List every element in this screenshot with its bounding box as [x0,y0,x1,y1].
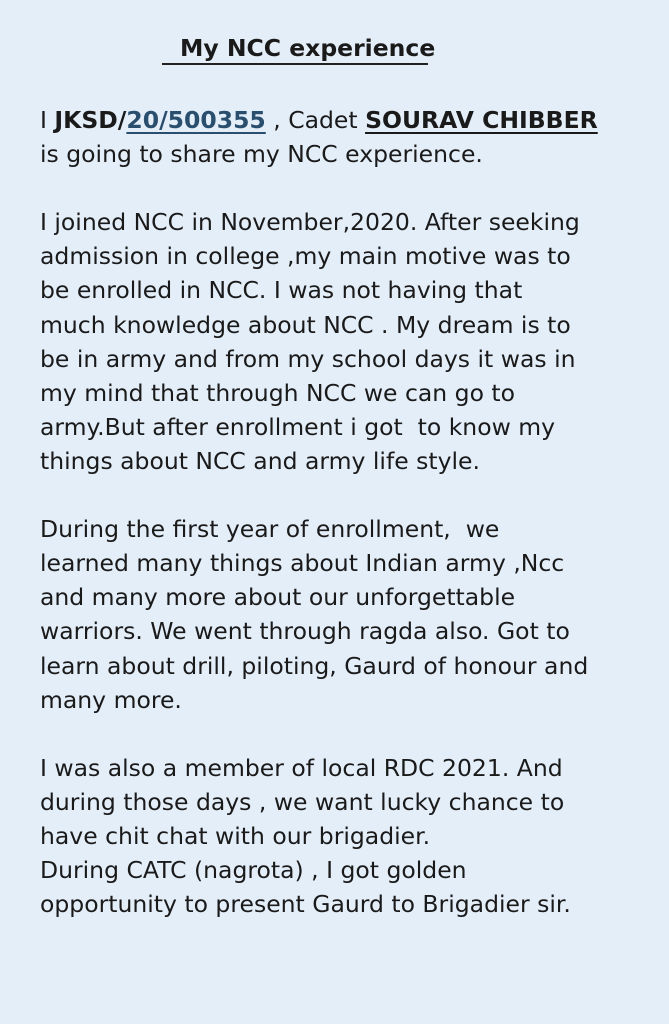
paragraph-line: opportunity to present Gaurd to Brigadier sir. [40,890,571,919]
paragraph-line: admission in college ,my main motive was to [40,242,571,271]
paragraph-line: army.But after enrollment i got to know my [40,412,556,441]
document-body [40,103,665,955]
paragraph-line: During the first year of enrollment, we [40,515,500,544]
paragraph-line: learn about drill, piloting, Gaurd of honour and [40,651,589,680]
paragraph-line: I joined NCC in November,2020. After seeking [40,208,580,237]
intro-line-2: is going to share my NCC experience. [40,140,483,169]
intro-paragraph [40,103,665,171]
unit-code: JKSD/ [54,106,127,134]
intro-prefix: I [40,106,55,134]
paragraph-line: my mind that through NCC we can go to [40,378,516,407]
paragraph-1 [40,205,665,478]
paragraph-line: during those days , we want lucky chance to [40,787,565,816]
registration-number: 20/500355 [126,106,266,134]
paragraph-line: and many more about our unforgettable [40,583,516,612]
paragraph-line: have chit chat with our brigadier. [40,821,431,850]
document-title: My NCC experience [162,34,428,65]
paragraph-line: many more. [40,685,182,714]
intro-line-1 [40,103,665,137]
paragraph-line: be enrolled in NCC. I was not having that [40,276,523,305]
paragraph-line: learned many things about Indian army ,Ncc [40,549,565,578]
paragraph-line: warriors. We went through ragda also. Got to [40,617,570,646]
paragraph-line: be in army and from my school days it was in [40,344,576,373]
paragraph-3 [40,751,665,921]
paragraph-line: things about NCC and army life style. [40,446,480,475]
paragraph-line: I was also a member of local RDC 2021. And [40,753,563,782]
paragraph-line: much knowledge about NCC . My dream is to [40,310,571,339]
intro-middle: , Cadet [265,106,366,134]
paragraph-line: During CATC (nagrota) , I got golden [40,856,467,885]
cadet-name: SOURAV CHIBBER [365,106,598,134]
paragraph-2 [40,512,665,717]
